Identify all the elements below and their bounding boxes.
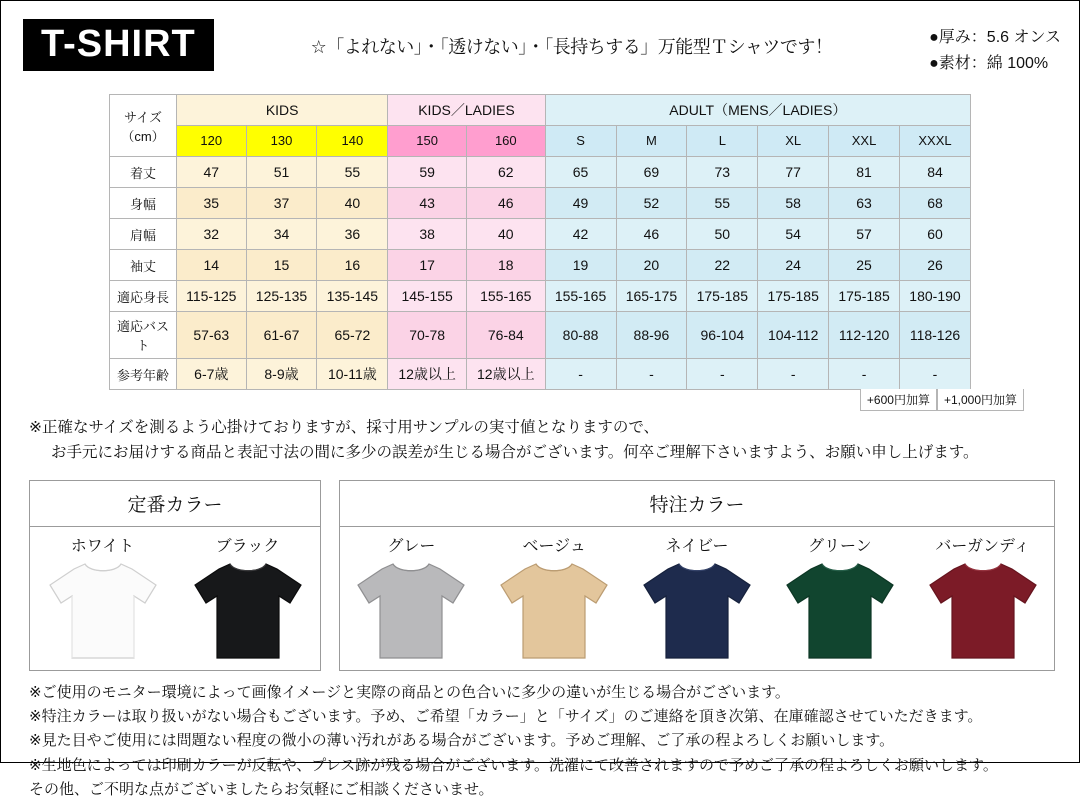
cell: 24	[758, 250, 829, 281]
cell: -	[758, 359, 829, 390]
size-header-xl: XL	[758, 126, 829, 157]
cell: 49	[545, 188, 616, 219]
table-corner-label	[110, 95, 177, 157]
row-label: 適応バスト	[110, 312, 177, 359]
special-color-swatches	[340, 527, 1054, 670]
color-name: ネイビー	[665, 537, 729, 555]
size-header-xxxl: XXXL	[900, 126, 971, 157]
size-header-120: 120	[177, 126, 247, 157]
cell: 155-165	[545, 281, 616, 312]
tshirt-icon	[44, 558, 162, 666]
cell: 12歳以上	[388, 359, 467, 390]
color-swatch-green[interactable]	[768, 527, 911, 670]
cell: 63	[829, 188, 900, 219]
surcharge-xxl: +600円加算	[860, 389, 937, 411]
cell: 17	[388, 250, 467, 281]
cell: 65	[545, 157, 616, 188]
corner-line-2: （cm）	[121, 128, 165, 144]
color-name: ブラック	[215, 537, 280, 555]
cell: 16	[317, 250, 388, 281]
cell: 81	[829, 157, 900, 188]
measurement-note-line-1: ※正確なサイズを測るよう心掛けておりますが、採寸用サンプルの実寸値となりますので、	[29, 419, 660, 437]
cell: -	[616, 359, 687, 390]
cell: 26	[900, 250, 971, 281]
tshirt-icon	[495, 558, 613, 666]
color-swatch-gray[interactable]	[340, 527, 483, 670]
size-table	[109, 94, 971, 390]
footer-note-5: その他、ご不明な点がございましたらお気軽にご相談くださいませ。	[29, 780, 494, 798]
cell: 32	[177, 219, 247, 250]
size-header-m: M	[616, 126, 687, 157]
size-header-l: L	[687, 126, 758, 157]
footer-note-2: ※特注カラーは取り扱いがない場合もございます。予め、ご希望「カラー」と「サイズ」のご連絡を頂き次第、在庫確認させていただきます。	[29, 708, 983, 726]
cell: 77	[758, 157, 829, 188]
cell: 165-175	[616, 281, 687, 312]
cell: 60	[900, 219, 971, 250]
brand-logo: T-SHIRT	[23, 19, 214, 71]
cell: 104-112	[758, 312, 829, 359]
table-group-header-row	[110, 95, 971, 126]
color-name: ホワイト	[70, 537, 135, 555]
group-kids-ladies: KIDS／LADIES	[388, 95, 545, 126]
surcharge-xxxl: +1,000円加算	[937, 389, 1024, 411]
row-label: 袖丈	[110, 250, 177, 281]
cell: 88-96	[616, 312, 687, 359]
size-header-xxl: XXL	[829, 126, 900, 157]
table-row	[110, 219, 971, 250]
footer-note-1: ※ご使用のモニター環境によって画像イメージと実際の商品との色合いに多少の違いが生じる場合がございます。	[29, 683, 790, 701]
size-header-140: 140	[317, 126, 388, 157]
group-kids: KIDS	[177, 95, 388, 126]
table-row	[110, 188, 971, 219]
cell: -	[900, 359, 971, 390]
color-name: ベージュ	[522, 537, 586, 555]
cell: 135-145	[317, 281, 388, 312]
corner-line-1: サイズ	[124, 109, 162, 125]
cell: 180-190	[900, 281, 971, 312]
footer-notes	[29, 681, 1079, 802]
cell: 54	[758, 219, 829, 250]
surcharge-row	[860, 389, 1024, 411]
cell: 96-104	[687, 312, 758, 359]
row-label: 身幅	[110, 188, 177, 219]
color-name: グリーン	[807, 537, 872, 555]
cell: 118-126	[900, 312, 971, 359]
cell: 115-125	[177, 281, 247, 312]
cell: 34	[246, 219, 317, 250]
tagline: ☆「よれない」・「透けない」・「長持ちする」万能型Ｔシャツです！	[310, 37, 833, 57]
cell: 61-67	[246, 312, 317, 359]
table-row	[110, 312, 971, 359]
size-header-130: 130	[246, 126, 317, 157]
measurement-note	[29, 416, 1079, 466]
tshirt-icon	[781, 558, 899, 666]
cell: 36	[317, 219, 388, 250]
footer-note-4: ※生地色によっては印刷カラーが反転や、プレス跡が残る場合がございます。洗濯にて改善されますので予めご了承の程よろしくお願いします。	[29, 756, 998, 774]
spec-thickness: ●厚み：5.6 オンス	[929, 29, 1061, 46]
cell: 175-185	[758, 281, 829, 312]
tshirt-icon	[924, 558, 1042, 666]
table-row	[110, 250, 971, 281]
color-swatch-white[interactable]	[30, 527, 175, 670]
row-label: 着丈	[110, 157, 177, 188]
row-label: 肩幅	[110, 219, 177, 250]
cell: 19	[545, 250, 616, 281]
group-adult: ADULT（MENS／LADIES）	[545, 95, 970, 126]
color-swatch-beige[interactable]	[483, 527, 626, 670]
cell: 20	[616, 250, 687, 281]
size-header-150: 150	[388, 126, 467, 157]
cell: 15	[246, 250, 317, 281]
cell: 125-135	[246, 281, 317, 312]
cell: -	[545, 359, 616, 390]
cell: 14	[177, 250, 247, 281]
cell: 40	[317, 188, 388, 219]
cell: 55	[317, 157, 388, 188]
tshirt-icon	[638, 558, 756, 666]
table-row	[110, 359, 971, 390]
cell: 18	[466, 250, 545, 281]
cell: 62	[466, 157, 545, 188]
cell: 70-78	[388, 312, 467, 359]
cell: 145-155	[388, 281, 467, 312]
standard-color-swatches	[30, 527, 320, 670]
cell: 69	[616, 157, 687, 188]
cell: 10-11歳	[317, 359, 388, 390]
color-section	[29, 480, 1055, 671]
cell: -	[829, 359, 900, 390]
cell: 43	[388, 188, 467, 219]
cell: 76-84	[466, 312, 545, 359]
color-name: グレー	[387, 537, 436, 555]
size-header-160: 160	[466, 126, 545, 157]
cell: 50	[687, 219, 758, 250]
cell: 175-185	[829, 281, 900, 312]
cell: 46	[616, 219, 687, 250]
cell: 112-120	[829, 312, 900, 359]
page-header	[1, 1, 1079, 76]
table-row	[110, 157, 971, 188]
cell: 40	[466, 219, 545, 250]
cell: 55	[687, 188, 758, 219]
row-label: 参考年齢	[110, 359, 177, 390]
spec-material: ●素材：綿 100%	[929, 54, 1049, 72]
cell: 35	[177, 188, 247, 219]
cell: 80-88	[545, 312, 616, 359]
cell: 65-72	[317, 312, 388, 359]
cell: 84	[900, 157, 971, 188]
product-specs	[929, 25, 1061, 76]
cell: 46	[466, 188, 545, 219]
footer-note-3: ※見た目やご使用には問題ない程度の微小の薄い汚れがある場合がございます。予めご理解、ご了承の程よろしくお願いします。	[29, 732, 895, 750]
cell: 73	[687, 157, 758, 188]
color-swatch-navy[interactable]	[626, 527, 769, 670]
cell: 47	[177, 157, 247, 188]
cell: 155-165	[466, 281, 545, 312]
color-swatch-black[interactable]	[175, 527, 320, 670]
cell: 51	[246, 157, 317, 188]
cell: 175-185	[687, 281, 758, 312]
size-header-s: S	[545, 126, 616, 157]
cell: 12歳以上	[466, 359, 545, 390]
size-table-wrap	[109, 94, 1024, 408]
cell: 37	[246, 188, 317, 219]
color-swatch-burgundy[interactable]	[911, 527, 1054, 670]
cell: 59	[388, 157, 467, 188]
cell: 57-63	[177, 312, 247, 359]
cell: 57	[829, 219, 900, 250]
measurement-note-line-2: お手元にお届けする商品と表記寸法の間に多少の誤差が生じる場合がございます。何卒ご理解下さいますよう、お願い申し上げます。	[51, 443, 979, 461]
cell: 58	[758, 188, 829, 219]
row-label: 適応身長	[110, 281, 177, 312]
table-row	[110, 281, 971, 312]
color-name: バーガンディ	[935, 537, 1030, 555]
cell: 22	[687, 250, 758, 281]
cell: 42	[545, 219, 616, 250]
cell: 8-9歳	[246, 359, 317, 390]
table-size-header-row	[110, 126, 971, 157]
cell: 38	[388, 219, 467, 250]
cell: -	[687, 359, 758, 390]
cell: 6-7歳	[177, 359, 247, 390]
tshirt-icon	[189, 558, 307, 666]
standard-color-panel	[29, 480, 321, 671]
cell: 52	[616, 188, 687, 219]
standard-color-title: 定番カラー	[30, 481, 320, 527]
cell: 68	[900, 188, 971, 219]
special-color-title: 特注カラー	[340, 481, 1054, 527]
cell: 25	[829, 250, 900, 281]
special-color-panel	[339, 480, 1055, 671]
tshirt-icon	[352, 558, 470, 666]
